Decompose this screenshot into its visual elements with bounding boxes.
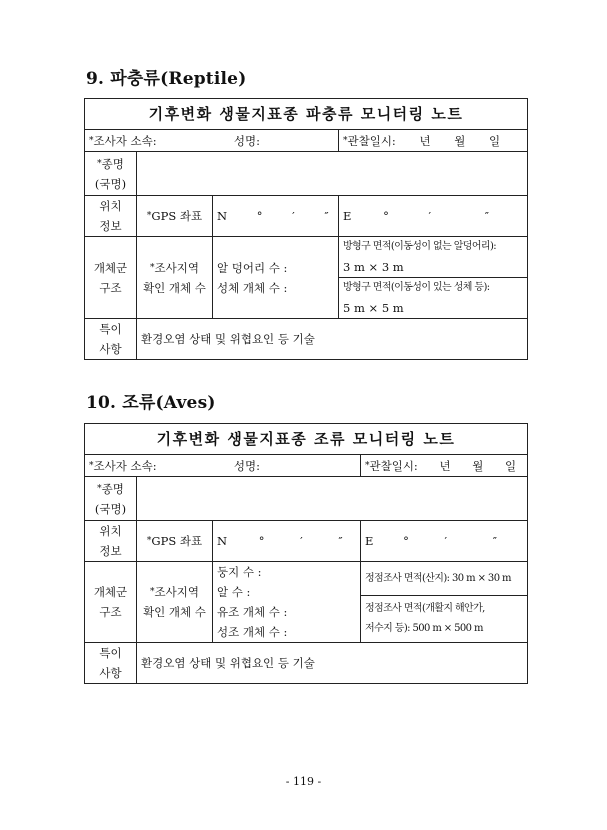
gps-north-cell[interactable] [213,521,361,562]
population-label-1: 개체군 [93,585,128,599]
survey-label-cell: *조사지역 확인 개체 수 [137,562,213,643]
observer-row: *조사자 소속: 성명: [85,130,339,152]
species-input-cell[interactable] [137,152,528,196]
date-cell: *관찰일시: 년 월 일 [361,455,528,477]
survey-label-2: 확인 개체 수 [143,605,206,619]
gps-east-cell[interactable] [339,196,528,237]
east-label: E [365,534,374,548]
point-survey-note: 저수지 등): 500 m × 500 m [365,623,483,635]
population-label-cell [85,562,137,643]
second-mark: ″ [324,209,329,223]
point-survey-note: 정점조사 면적(산지): 30 m × 30 m [365,572,511,584]
name-label: 성명: [233,458,260,473]
quadrat-note: 방형구 면적(이동성이 있는 성체 등): [343,282,490,293]
location-label-cell [85,521,137,562]
adult-count-label: 성조 개체 수 : [217,625,288,639]
egg-mass-count-label: 알 덩어리 수 : [217,260,288,275]
degree-mark: ° [256,209,263,223]
gps-label: GPS 좌표 [151,534,203,548]
minute-mark: ′ [292,209,295,223]
table-title: 기후변화 생물지표종 파충류 모니터링 노트 [85,99,528,130]
page-number: - 119 - [285,775,322,788]
species-label-cell: *종명 (국명) [85,152,137,196]
point-survey-note-cell [361,562,528,596]
quadrat-size: 3 m × 3 m [343,260,404,274]
special-label-2: 사항 [99,666,122,680]
degree-mark: ° [383,209,389,223]
minute-mark: ′ [300,534,303,548]
date-label: 관찰일시: [369,458,418,473]
degree-mark: ° [258,534,265,548]
juvenile-count-label: 유조 개체 수 : [217,605,288,619]
species-label: 종명 [101,156,124,171]
observer-row: *조사자 소속: 성명: [85,455,361,477]
location-label-1: 위치 [99,199,122,213]
adult-count-label: 성체 개체 수 : [217,280,288,295]
special-notes-cell[interactable] [137,643,528,684]
quadrat-note-cell [339,278,528,319]
count-cell[interactable] [213,237,339,319]
gps-label: GPS 좌표 [151,209,203,223]
survey-label-1: 조사지역 [154,260,199,275]
north-label: N [217,534,228,548]
egg-count-label: 알 수 : [217,585,251,599]
nest-count-label: 둥지 수 : [217,565,262,579]
month-label: 월 [454,133,466,148]
location-label-cell [85,196,137,237]
point-survey-note-cell [361,596,528,643]
month-label: 월 [472,458,484,473]
location-label-1: 위치 [99,524,122,538]
survey-label-cell: *조사지역 확인 개체 수 [137,237,213,319]
special-label-1: 특이 [99,322,122,336]
date-label: 관찰일시: [347,133,396,148]
second-mark: ″ [338,534,343,548]
degree-mark: ° [403,534,409,548]
minute-mark: ′ [428,209,432,223]
day-label: 일 [505,458,517,473]
population-label-2: 구조 [99,605,122,619]
korean-name-label: (국명) [94,176,127,191]
minute-mark: ′ [444,534,448,548]
location-label-2: 정보 [99,219,122,233]
gps-label-cell: *GPS 좌표 [137,521,213,562]
special-notes-label-cell [85,319,137,360]
population-label-cell [85,237,137,319]
population-label-1: 개체군 [93,260,128,275]
special-notes-text: 환경오염 상태 및 위협요인 등 기술 [141,332,315,346]
aves-monitoring-table [84,423,528,684]
survey-label-2: 확인 개체 수 [143,280,206,295]
observer-label: 조사자 소속: [93,133,157,148]
date-cell: *관찰일시: 년 월 일 [339,130,528,152]
name-label: 성명: [233,133,260,148]
second-mark: ″ [484,209,490,223]
section-heading-aves: 10. 조류(Aves) [86,393,216,413]
special-notes-label-cell [85,643,137,684]
reptile-monitoring-table [84,98,528,360]
east-label: E [343,209,352,223]
special-label-1: 특이 [99,646,122,660]
species-input-cell[interactable] [137,477,528,521]
survey-label-1: 조사지역 [154,585,199,599]
population-label-2: 구조 [99,280,122,295]
special-label-2: 사항 [99,342,122,356]
observer-label: 조사자 소속: [93,458,157,473]
count-cell[interactable] [213,562,361,643]
gps-east-cell[interactable] [361,521,528,562]
gps-north-cell[interactable] [213,196,339,237]
north-label: N [217,209,228,223]
species-label-cell: *종명 (국명) [85,477,137,521]
year-label: 년 [419,133,431,148]
point-survey-note: 정점조사 면적(개활지 해안가, [365,603,485,615]
quadrat-note-cell [339,237,528,278]
gps-label-cell: *GPS 좌표 [137,196,213,237]
quadrat-note: 방형구 면적(이동성이 없는 알덩어리): [343,241,497,252]
special-notes-text: 환경오염 상태 및 위협요인 등 기술 [141,656,315,670]
location-label-2: 정보 [99,544,122,558]
species-label: 종명 [101,481,124,496]
special-notes-cell[interactable] [137,319,528,360]
table-title: 기후변화 생물지표종 조류 모니터링 노트 [85,424,528,455]
quadrat-size: 5 m × 5 m [343,301,404,315]
section-heading-reptile: 9. 파충류(Reptile) [86,69,247,89]
year-label: 년 [439,458,451,473]
korean-name-label: (국명) [94,501,127,516]
day-label: 일 [489,133,501,148]
second-mark: ″ [492,534,498,548]
